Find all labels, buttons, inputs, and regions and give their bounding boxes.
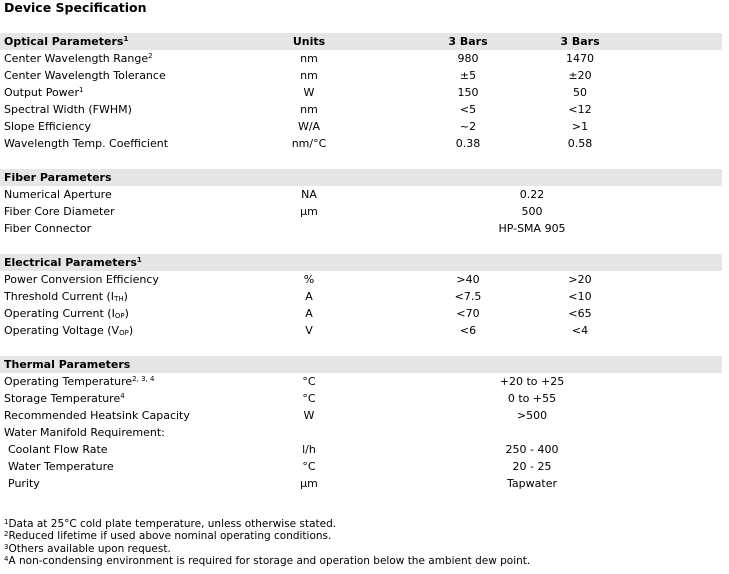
parameter-label: Numerical Aperture xyxy=(4,188,112,201)
footnote-text: A non-condensing environment is required for storage and operation below the ambient dew point. xyxy=(8,555,531,568)
parameter-label: Storage Temperature$^4$ xyxy=(4,392,125,405)
value-col-a: 980 xyxy=(457,52,479,65)
units-value: W/A xyxy=(297,120,321,133)
table-row xyxy=(0,390,722,407)
units-value: °C xyxy=(302,460,316,473)
parameter-label: Coolant Flow Rate xyxy=(8,443,108,456)
table-row xyxy=(0,322,722,339)
value-col-a: ±5 xyxy=(459,69,477,82)
parameter-label: Water Manifold Requirement: xyxy=(4,426,165,439)
page-title: Device Specification xyxy=(4,0,147,15)
units-value: W xyxy=(303,86,315,99)
value-col-a: ~2 xyxy=(459,120,477,133)
merged-value: 250 - 400 xyxy=(505,443,559,456)
section-header xyxy=(0,254,722,271)
value-col-a: <6 xyxy=(459,324,477,337)
value-col-b: 0.58 xyxy=(567,137,593,150)
section-header xyxy=(0,356,722,373)
table-row xyxy=(0,373,722,390)
value-col-b: <10 xyxy=(568,290,592,303)
parameter-label: Spectral Width (FWHM) xyxy=(4,103,132,116)
parameter-label: Center Wavelength Tolerance xyxy=(4,69,166,82)
table-row xyxy=(0,118,722,135)
value-col-a: <5 xyxy=(459,103,477,116)
value-col-b: 1470 xyxy=(566,52,594,65)
section-title: Optical Parameters$^1$ xyxy=(4,35,129,48)
value-col-a: 150 xyxy=(457,86,479,99)
value-col-b: <12 xyxy=(568,103,592,116)
merged-value: 0 to +55 xyxy=(507,392,557,405)
merged-value: +20 to +25 xyxy=(499,375,565,388)
units-header: Units xyxy=(292,35,326,48)
table-row xyxy=(0,101,722,118)
subscript: OP xyxy=(114,312,125,320)
footnote xyxy=(4,530,530,542)
table-row xyxy=(0,441,722,458)
footnote-text: Data at 25°C cold plate temperature, unless otherwise stated. xyxy=(8,518,337,530)
parameter-label: Operating Voltage $(V_{OP})$ xyxy=(4,324,134,337)
footnote-number: 3 xyxy=(4,542,9,551)
table-row xyxy=(0,84,722,101)
section-title: Thermal Parameters xyxy=(4,358,131,371)
parameter-label: Purity xyxy=(8,477,40,490)
parameter-label: Fiber Core Diameter xyxy=(4,205,115,218)
section-header xyxy=(0,169,722,186)
parameter-label: Operating Temperature$^{2, 3, 4}$ xyxy=(4,375,155,388)
units-value: °C xyxy=(302,375,316,388)
value-col-b: <65 xyxy=(568,307,592,320)
table-row xyxy=(0,50,722,67)
table-row xyxy=(0,458,722,475)
units-value: nm xyxy=(300,103,318,116)
value-col-a: 0.38 xyxy=(455,137,481,150)
units-value: A xyxy=(305,290,313,303)
section-title: Fiber Parameters xyxy=(4,171,112,184)
footnote-ref: 1 xyxy=(123,35,129,43)
units-value: °C xyxy=(302,392,316,405)
footnote xyxy=(4,518,530,530)
units-value: nm xyxy=(300,52,318,65)
units-value: V xyxy=(305,324,313,337)
parameter-label: Center Wavelength Range$^2$ xyxy=(4,52,153,65)
footnote xyxy=(4,543,530,555)
footnote-number: 4 xyxy=(4,555,9,564)
table-row xyxy=(0,305,722,322)
parameter-label: Threshold Current $(I_{TH})$ xyxy=(4,290,128,303)
footnote-ref: 4 xyxy=(120,392,125,400)
parameter-label: Recommended Heatsink Capacity xyxy=(4,409,190,422)
section-title: Electrical Parameters$^1$ xyxy=(4,256,142,269)
footnote-ref: 1 xyxy=(136,256,142,264)
parameter-label: Slope Efficiency xyxy=(4,120,92,133)
parameter-label: Fiber Connector xyxy=(4,222,92,235)
merged-value: 0.22 xyxy=(519,188,545,201)
footnote-ref: 2, 3, 4 xyxy=(132,375,155,383)
column-header: 3 Bars xyxy=(560,35,600,48)
column-header: 3 Bars xyxy=(448,35,488,48)
footnote xyxy=(4,555,530,567)
table-row xyxy=(0,220,722,237)
units-value: nm xyxy=(300,69,318,82)
value-col-b: >20 xyxy=(568,273,592,286)
parameter-label: Water Temperature xyxy=(8,460,114,473)
parameter-label: Power Conversion Efficiency xyxy=(4,273,159,286)
value-col-b: >1 xyxy=(571,120,589,133)
table-row xyxy=(0,271,722,288)
value-col-a: <7.5 xyxy=(454,290,482,303)
table-row xyxy=(0,203,722,220)
merged-value: >500 xyxy=(516,409,548,422)
units-value: W xyxy=(303,409,315,422)
table-row xyxy=(0,135,722,152)
units-value: % xyxy=(303,273,315,286)
parameter-label: Output Power$^1$ xyxy=(4,86,84,99)
table-row xyxy=(0,288,722,305)
table-row xyxy=(0,424,722,441)
value-col-b: <4 xyxy=(571,324,589,337)
footnote-text: Reduced lifetime if used above nominal operating conditions. xyxy=(8,530,332,543)
footnote-ref: 2 xyxy=(148,52,153,60)
units-value: µm xyxy=(300,205,318,218)
merged-value: 500 xyxy=(521,205,543,218)
units-value: µm xyxy=(300,477,318,490)
value-col-b: ±20 xyxy=(568,69,592,82)
parameter-label: Wavelength Temp. Coefficient xyxy=(4,137,169,150)
table-row xyxy=(0,407,722,424)
units-value: NA xyxy=(301,188,317,201)
table-row xyxy=(0,186,722,203)
merged-value: 20 - 25 xyxy=(512,460,552,473)
units-value: nm/°C xyxy=(291,137,327,150)
parameter-label: Operating Current $(I_{OP})$ xyxy=(4,307,129,320)
value-col-a: >40 xyxy=(456,273,480,286)
value-col-b: 50 xyxy=(573,86,587,99)
footnote-text: Others available upon request. xyxy=(8,542,171,555)
units-value: l/h xyxy=(302,443,316,456)
footnotes xyxy=(4,518,530,568)
units-value: A xyxy=(305,307,313,320)
table-row xyxy=(0,67,722,84)
merged-value: Tapwater xyxy=(507,477,557,490)
table-row xyxy=(0,475,722,492)
subscript: TH xyxy=(114,295,124,303)
subscript: OP xyxy=(119,329,129,337)
footnote-ref: 1 xyxy=(78,86,84,94)
footnote-number: 2 xyxy=(4,530,9,539)
value-col-a: <70 xyxy=(456,307,480,320)
section-header xyxy=(0,33,722,50)
merged-value: HP-SMA 905 xyxy=(498,222,566,235)
footnote-number: 1 xyxy=(4,518,9,526)
